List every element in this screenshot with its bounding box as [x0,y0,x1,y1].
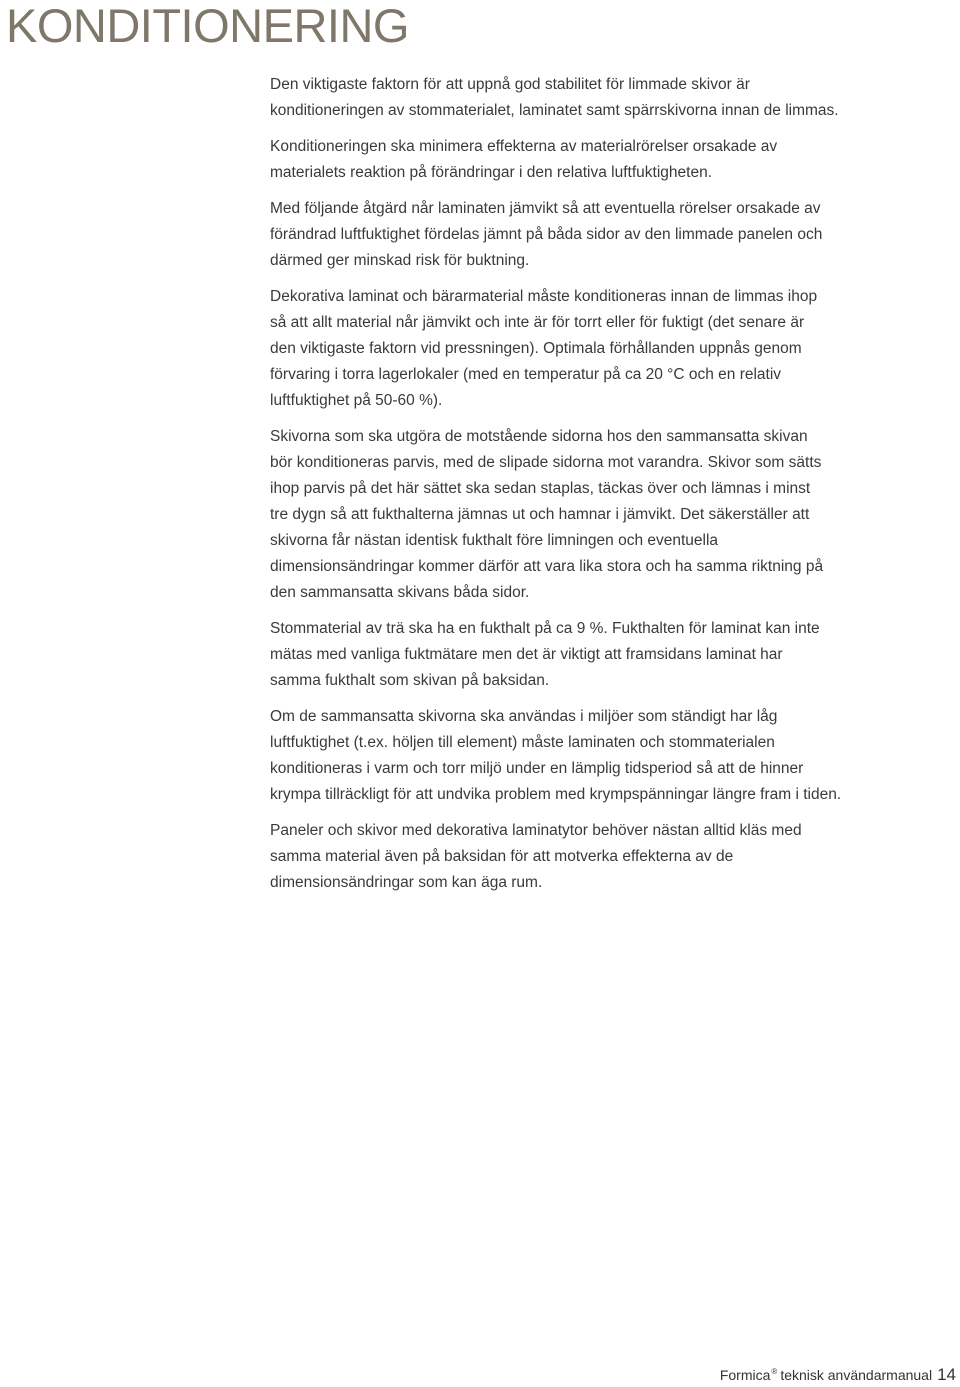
paragraph [270,196,865,274]
registered-mark: ® [771,1367,778,1377]
paragraph [270,134,865,186]
footer-brand: Formica [719,1367,771,1383]
footer-manual-label: teknisk användarmanual [780,1367,933,1383]
text-line: materialets reaktion på förändringar i den relativa luftfuktigheten. [270,164,712,181]
text-line: Konditioneringen ska minimera effekterna av materialrörelser orsakade av [270,138,778,155]
text-line: därmed ger minskad risk för buktning. [270,252,530,269]
text-line: konditioneringen av stommaterialet, laminatet samt spärrskivorna innan de limmas. [270,102,839,119]
text-line: Om de sammansatta skivorna ska användas i miljöer som ständigt har låg [270,708,778,725]
page-title: KONDITIONERING [6,0,409,52]
footer [720,1364,956,1386]
text-line: ihop parvis på det här sättet ska sedan staplas, täckas över och lämnas i minst [270,480,811,497]
text-line: Skivorna som ska utgöra de motstående sidorna hos den sammansatta skivan [270,428,808,445]
paragraph [270,72,865,124]
text-line: krympa tillräckligt för att undvika problem med krympspänningar längre fram i tiden. [270,786,842,803]
page-number: 14 [937,1365,956,1384]
text-line: konditioneras i varm och torr miljö under en lämplig tidsperiod så att de hinner [270,760,804,777]
text-line: förändrad luftfuktighet fördelas jämnt på båda sidor av den limmade panelen och [270,226,823,243]
text-line: Den viktigaste faktorn för att uppnå god stabilitet för limmade skivor är [270,76,750,93]
text-line: tre dygn så att fukthalterna jämnas ut och hamnar i jämvikt. Det säkerställer att [270,506,810,523]
text-line: skivorna får nästan identisk fukthalt före limningen och eventuella [270,532,719,549]
text-line: Stommaterial av trä ska ha en fukthalt på ca 9 %. Fukthalten för laminat kan inte [270,620,820,637]
body-text [270,72,865,906]
paragraph [270,284,865,414]
paragraph [270,818,865,896]
text-line: samma fukthalt som skivan på baksidan. [270,672,550,689]
text-line: förvaring i torra lagerlokaler (med en temperatur på ca 20 °C och en relativ [270,366,782,383]
text-line: bör konditioneras parvis, med de slipade sidorna mot varandra. Skivor som sätts [270,454,822,471]
text-line: luftfuktighet på 50-60 %). [270,392,443,409]
text-line: den sammansatta skivans båda sidor. [270,584,530,601]
text-line: mätas med vanliga fuktmätare men det är viktigt att framsidans laminat har [270,646,783,663]
text-line: samma material även på baksidan för att motverka effekterna av de [270,848,734,865]
text-line: Dekorativa laminat och bärarmaterial måste konditioneras innan de limmas ihop [270,288,818,305]
text-line: den viktigaste faktorn vid pressningen). Optimala förhållanden uppnås genom [270,340,802,357]
paragraph [270,424,865,606]
text-line: dimensionsändringar kommer därför att vara lika stora och ha samma riktning på [270,558,824,575]
text-line: Paneler och skivor med dekorativa laminatytor behöver nästan alltid kläs med [270,822,802,839]
text-line: så att allt material når jämvikt och inte är för torrt eller för fuktigt (det senare är [270,314,805,331]
text-line: luftfuktighet (t.ex. höljen till element) måste laminaten och stommaterialen [270,734,775,751]
paragraph [270,704,865,808]
text-line: dimensionsändringar som kan äga rum. [270,874,543,891]
text-line: Med följande åtgärd når laminaten jämvikt så att eventuella rörelser orsakade av [270,200,821,217]
paragraph [270,616,865,694]
